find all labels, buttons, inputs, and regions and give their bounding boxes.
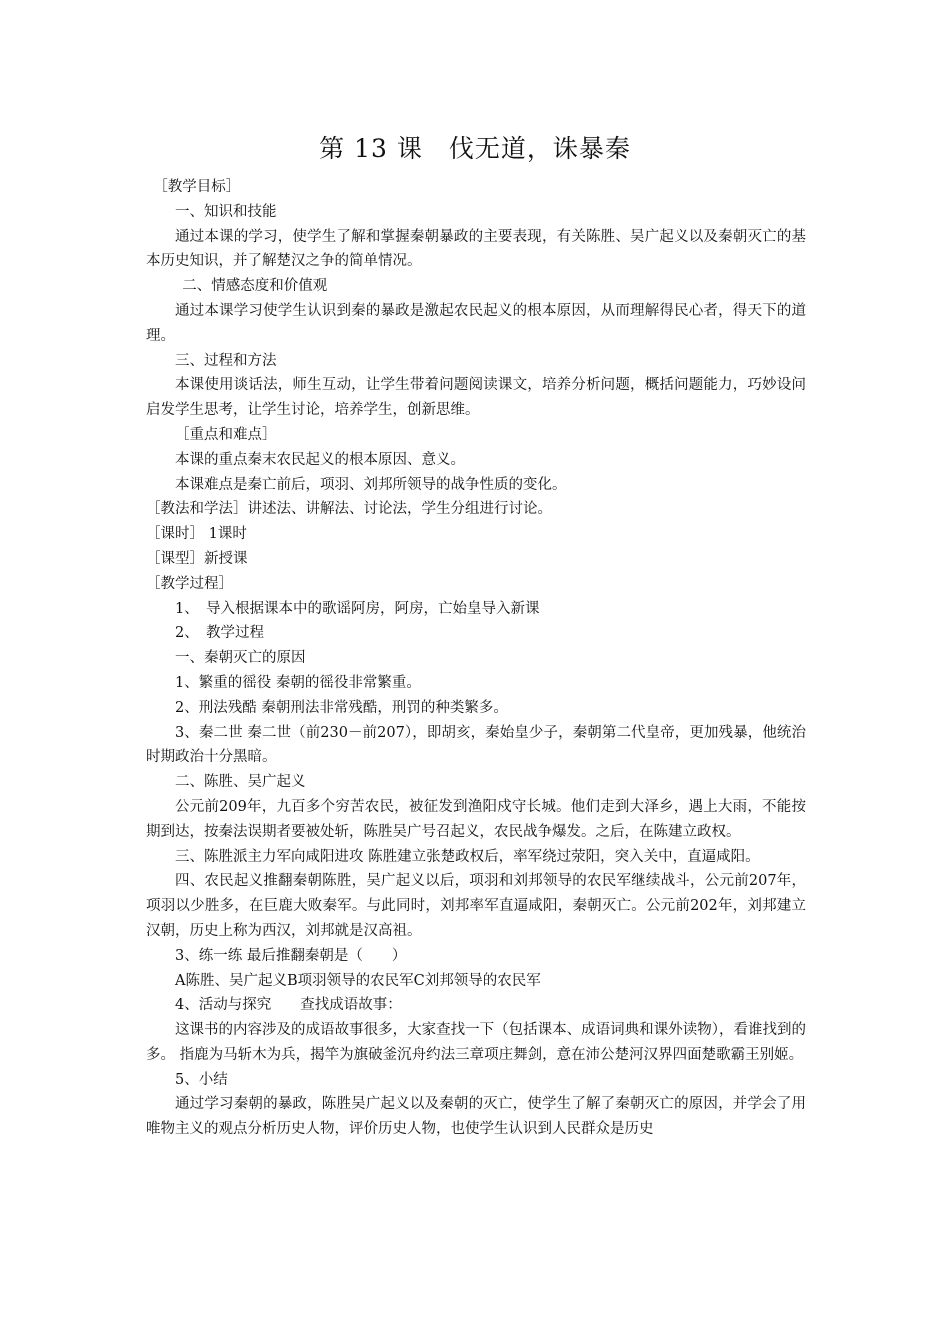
paragraph: 这课书的内容涉及的成语故事很多，大家查找一下（包括课本、成语词典和课外读物），看谁找到的多。 指鹿为马斩木为兵，揭竿为旗破釜沉舟约法三章项庄舞剑，意在沛公楚河汉界四面楚歌霸王别姬。 <box>146 1022 806 1063</box>
paragraph: 一、秦朝灭亡的原因 <box>175 650 306 667</box>
paragraph: 四、农民起义推翻秦朝陈胜，吴广起义以后，项羽和刘邦领导的农民军继续战斗，公元前207年，项羽以少胜多，在巨鹿大败秦军。与此同时，刘邦率军直逼咸阳，秦朝灭亡。公元前202年，刘邦建立汉朝，历史上称为西汉，刘邦就是汉高祖。 <box>146 873 806 939</box>
paragraph: 三、过程和方法 <box>175 352 277 369</box>
paragraph: 二、陈胜、吴广起义 <box>175 774 306 791</box>
paragraph: 4、活动与探究 查找成语故事： <box>175 997 402 1014</box>
paragraph: 通过本课的学习，使学生了解和掌握秦朝暴政的主要表现，有关陈胜、吴广起义以及秦朝灭亡的基本历史知识，并了解楚汉之争的简单情况。 <box>146 228 806 270</box>
paragraph: 本课难点是秦亡前后，项羽、刘邦所领导的战争性质的变化。 <box>175 476 567 493</box>
paragraph: 本课的重点秦末农民起义的根本原因、意义。 <box>175 451 465 468</box>
paragraph: A陈胜、吴广起义B项羽领导的农民军C刘邦领导的农民军 <box>175 972 541 989</box>
paragraph: ［重点和难点］ <box>175 426 277 443</box>
paragraph: 1、 导入根据课本中的歌谣阿房，阿房，亡始皇导入新课 <box>175 600 540 617</box>
paragraph: ［教法和学法］讲述法、讲解法、讨论法，学生分组进行讨论。 <box>146 501 552 518</box>
paragraph: 2、刑法残酷 秦朝刑法非常残酷，刑罚的种类繁多。 <box>175 699 508 716</box>
paragraph: 3、练一练 最后推翻秦朝是（ ） <box>175 947 407 964</box>
paragraph: 公元前209年，九百多个穷苦农民，被征发到渔阳戍守长城。他们走到大泽乡，遇上大雨，不能按期到达，按秦法误期者要被处斩，陈胜吴广号召起义，农民战争爆发。之后，在陈建立政权。 <box>146 798 806 840</box>
paragraph: 5、小结 <box>175 1071 228 1088</box>
lesson-title: 第 13 课 伐无道，诛暴秦 <box>319 134 631 163</box>
paragraph: ［教学过程］ <box>146 575 233 592</box>
paragraph: 1、繁重的徭役 秦朝的徭役非常繁重。 <box>175 674 421 691</box>
paragraph: 2、 教学过程 <box>175 625 264 642</box>
paragraph: 本课使用谈话法，师生互动，让学生带着问题阅读课文，培养分析问题，概括问题能力，巧妙设问启发学生思考，让学生讨论，培养学生，创新思维。 <box>146 377 806 419</box>
lesson-content <box>146 175 806 1142</box>
paragraph: ［教学目标］ <box>153 179 241 195</box>
paragraph: 通过学习秦朝的暴政，陈胜吴广起义以及秦朝的灭亡，使学生了解了秦朝灭亡的原因，并学会了用唯物主义的观点分析历史人物，评价历史人物，也使学生认识到人民群众是历史 <box>146 1096 806 1138</box>
paragraph: 通过本课学习使学生认识到秦的暴政是激起农民起义的根本原因，从而理解得民心者，得天下的道理。 <box>146 302 806 344</box>
paragraph: 二、情感态度和价值观 <box>182 278 328 295</box>
paragraph: ［课型］新授课 <box>146 550 248 567</box>
paragraph: 三、陈胜派主力军向咸阳进攻 陈胜建立张楚政权后，率军绕过荥阳，突入关中，直逼咸阳。 <box>175 848 760 865</box>
paragraph: 一、知识和技能 <box>175 203 277 220</box>
paragraph: ［课时］ 1课时 <box>146 526 247 543</box>
paragraph: 3、秦二世 秦二世（前230－前207），即胡亥，秦始皇少子，秦朝第二代皇帝，更加残暴，他统治时期政治十分黑暗。 <box>146 724 806 766</box>
